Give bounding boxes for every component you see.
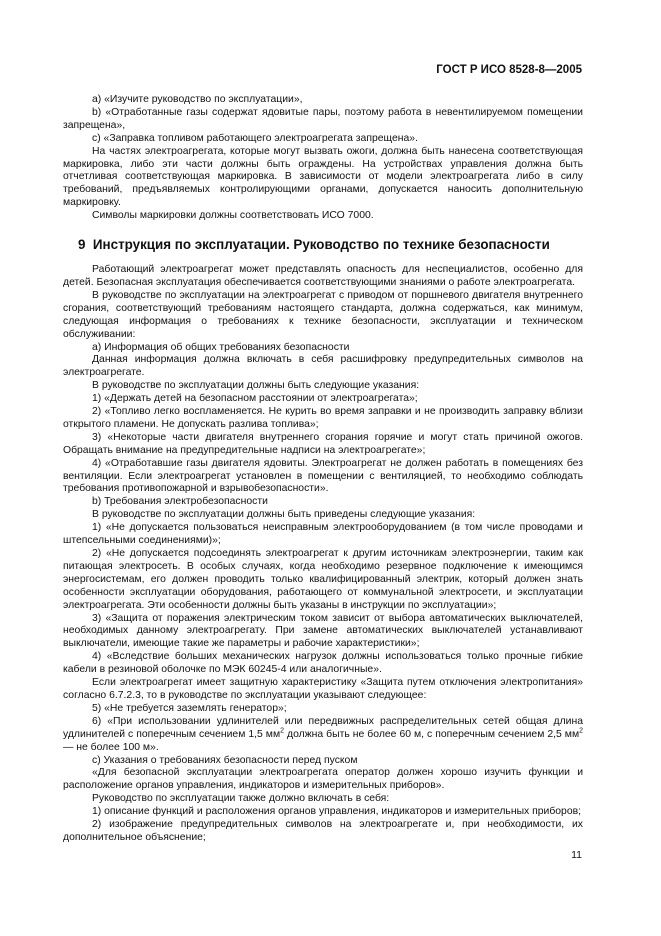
paragraph [63, 548, 583, 613]
paragraph [63, 819, 583, 845]
paragraph-text: В руководстве по эксплуатации на электроагрегат с приводом от поршневого двигателя внутреннего сгорания, соответствующий требованиям настоящего стандарта, должна содержаться, как минимум, следующая информация о требованиях к технике безопасности, эксплуатации и техническом обслуживании: [63, 289, 583, 340]
paragraph [63, 496, 583, 509]
document-header-id: ГОСТ Р ИСО 8528-8—2005 [436, 64, 582, 76]
marking-text-block [63, 94, 583, 223]
paragraph [63, 651, 583, 677]
paragraph-text: Если электроагрегат имеет защитную характеристику «Защита путем отключения электропитания» согласно 6.7.2.3, то в руководстве по эксплуатации указывают следующее: [63, 677, 583, 701]
paragraph-text: 3) «Защита от поражения электрическим током зависит от выбора автоматических выключателей, необходимых данному электроагрегату. При замене автоматических выключателей устанавливают выключатели, имеющие такие же параметры и рабочие характеристики»; [63, 612, 583, 650]
paragraph [63, 94, 583, 107]
section-number: 9 [78, 237, 86, 253]
section-heading [78, 237, 583, 253]
paragraph-text: 2) изображение предупредительных символов на электроагрегате и, при необходимости, их дополнительное объяснение; [63, 819, 583, 843]
superscript: 2 [579, 727, 584, 735]
paragraph [63, 290, 583, 342]
paragraph [63, 703, 583, 716]
paragraph-text: — не более 100 м». [63, 741, 159, 753]
paragraph-text: Символы маркировки должны соответствовать ИСО 7000. [92, 210, 374, 222]
paragraph [63, 354, 583, 380]
paragraph-text: 4) «Вследствие больших механических нагрузок должны использоваться только прочные гибкие кабели в резиновой оболочке по МЭК 60245-4 или аналогичные». [63, 651, 583, 676]
paragraph [63, 264, 583, 290]
paragraph-text: должна быть не более 60 м, с поперечным сечением 2,5 мм [284, 728, 580, 740]
paragraph-text: с) «Заправка топливом работающего электроагрегата запрещена». [92, 132, 418, 144]
paragraph [63, 380, 583, 393]
paragraph [63, 716, 583, 755]
paragraph [63, 755, 583, 768]
paragraph [63, 342, 583, 355]
paragraph-text: Руководство по эксплуатации также должно включать в себя: [92, 793, 390, 805]
paragraph [63, 767, 583, 793]
paragraph-text: 4) «Отработавшие газы двигателя ядовиты. Электроагрегат не должен работать в помещениях без вентиляции. Если электроагрегат установлен в помещении с вентиляцией, то необходимо соблюдать требования противопожарной и взрывобезопасности». [63, 457, 583, 495]
paragraph [63, 458, 583, 497]
paragraph [63, 146, 583, 211]
paragraph [63, 393, 583, 406]
paragraph-text: Работающий электроагрегат может представлять опасность для неспециалистов, особенно для детей. Безопасная эксплуатация обеспечивается соответствующими знаниями о работе электроагрегата. [63, 264, 583, 288]
paragraph-text: 5) «Не требуется заземлять генератор»; [92, 702, 287, 714]
superscript: 2 [280, 727, 285, 735]
paragraph [63, 677, 583, 703]
paragraph-text: На частях электроагрегата, которые могут вызвать ожоги, должна быть нанесена соответствующая маркировка, либо эти части должны быть ограждены. На устройствах управления должна быть отчетливая соответствующая маркировка. В зависимости от модели электроагрегата либо в силу требований, предъявляемых контролирующими органами, допускается наносить дополнительную маркировку. [63, 145, 583, 209]
paragraph [63, 806, 583, 819]
page-number: 11 [571, 849, 582, 861]
paragraph [63, 522, 583, 548]
paragraph [63, 613, 583, 652]
paragraph-text: 3) «Некоторые части двигателя внутреннего сгорания горячие и могут стать причиной ожогов. Обращать внимание на предупредительные надписи на электроагрегате»; [63, 431, 583, 456]
paragraph-text: 2) «Не допускается подсоединять электроагрегат к другим источникам электроэнергии, таким как питающая электросеть. В особых случаях, когда необходимо резервное подключение к имеющимся энергосистемам, его должен проводить только квалифицированный электрик, который должен знать особенности эксплуатации оборудования, работающего от коммунальной электросети, и эксплуатации электроагрегата. Эти особенности должны быть указаны в инструкции по эксплуатации»; [63, 548, 583, 611]
paragraph-text: а) «Изучите руководство по эксплуатации», [92, 94, 303, 105]
section-title: Инструкция по эксплуатации. Руководство по технике безопасности [92, 237, 550, 253]
paragraph [63, 509, 583, 522]
paragraph-text: «Для безопасной эксплуатации электроагрегата оператор должен хорошо изучить функции и расположение органов управления, индикаторов и измерительных приборов». [63, 767, 583, 792]
paragraph-text: 1) «Не допускается пользоваться неисправным электрооборудованием (в том числе проводами и штепсельными соединениями)»; [63, 522, 583, 547]
paragraph-text: 2) «Топливо легко воспламеняется. Не курить во время заправки и не производить заправку вблизи открытого пламени. Не допускать разлива топлива»; [63, 406, 583, 430]
paragraph [63, 210, 583, 223]
section-body [63, 264, 583, 845]
paragraph-text: 1) описание функций и расположения органов управления, индикаторов и измерительных приборов; [92, 806, 582, 818]
paragraph-text: В руководстве по эксплуатации должны быть следующие указания: [92, 380, 420, 392]
paragraph-text: а) Информация об общих требованиях безопасности [92, 341, 350, 353]
page-content [63, 94, 583, 845]
paragraph [63, 406, 583, 432]
paragraph [63, 107, 583, 133]
paragraph-text: с) Указания о требованиях безопасности перед пуском [92, 754, 358, 766]
paragraph-text: 6) «При использовании удлинителей или передвижных распределительных сетей общая длина удлинителей с поперечным сечением 1,5 мм [63, 715, 583, 740]
paragraph-text: Данная информация должна включать в себя расшифровку предупредительных символов на электроагрегате. [63, 354, 583, 379]
paragraph [63, 793, 583, 806]
paragraph-text: 1) «Держать детей на безопасном расстоянии от электроагрегата»; [92, 393, 418, 405]
paragraph [63, 133, 583, 146]
paragraph [63, 432, 583, 458]
paragraph-text: В руководстве по эксплуатации должны быть приведены следующие указания: [92, 509, 476, 521]
paragraph-text: b) «Отработанные газы содержат ядовитые пары, поэтому работа в невентилируемом помещении запрещена», [63, 106, 583, 131]
paragraph-text: b) Требования электробезопасности [92, 496, 268, 508]
